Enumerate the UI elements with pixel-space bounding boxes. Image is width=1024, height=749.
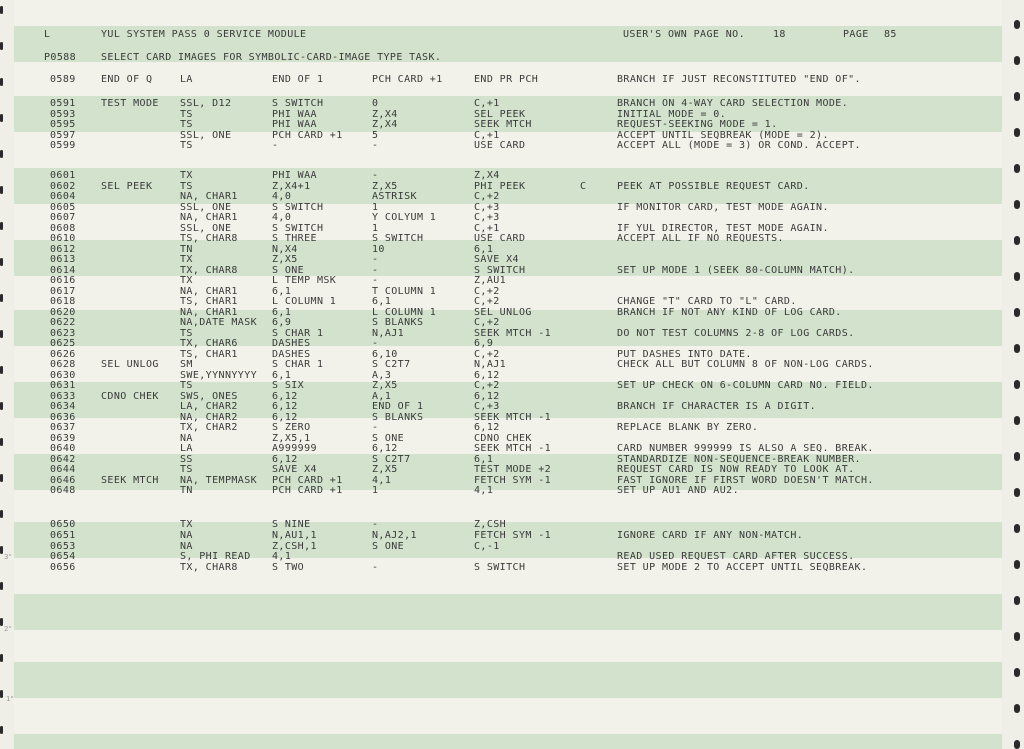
operand-2: Z,X4 — [372, 119, 398, 130]
operand-1: S CHAR 1 — [272, 327, 324, 339]
line-number: 0656 — [50, 561, 76, 573]
operand-2: 5 — [372, 129, 379, 141]
tractor-hole — [1014, 128, 1020, 137]
tractor-hole — [1014, 236, 1020, 245]
operand-3: 6,1 — [474, 243, 494, 255]
comment: ACCEPT ALL (MODE = 3) OR COND. ACCEPT. — [617, 140, 861, 151]
operand-3: C,+1 — [474, 222, 500, 234]
operand-1: DASHES — [272, 348, 311, 360]
operation: NA, CHAR1 — [180, 212, 238, 223]
tractor-hole — [0, 726, 3, 734]
comment: CHANGE "T" CARD TO "L" CARD. — [617, 296, 797, 307]
operand-1: 4,0 — [272, 191, 292, 202]
operand-3: SEEK MTCH -1 — [474, 411, 552, 423]
operation: SSL, D12 — [180, 98, 232, 109]
operation: SS — [180, 453, 193, 465]
operand-2: Z,X5 — [372, 464, 398, 475]
operand-1: END OF 1 — [272, 74, 324, 85]
operation: LA — [180, 74, 193, 85]
flag: C — [580, 180, 587, 192]
operand-3: N,AJ1 — [474, 359, 507, 370]
comment: INITIAL MODE = 0. — [617, 108, 727, 120]
line-number: 0589 — [50, 74, 76, 85]
tractor-hole — [1014, 704, 1020, 713]
operand-2: S C2T7 — [372, 359, 411, 370]
operand-2: - — [372, 254, 379, 265]
task-line — [0, 52, 1000, 64]
listing-line — [0, 74, 1000, 86]
operand-2: Z,X5 — [372, 180, 398, 192]
operand-3: USE CARD — [474, 233, 526, 244]
operand-2: - — [372, 519, 379, 530]
line-number: 0650 — [50, 519, 76, 530]
line-number: 0622 — [50, 317, 76, 328]
operation: SWS, ONES — [180, 390, 238, 402]
operand-1: S NINE — [272, 519, 311, 530]
line-number: 0636 — [50, 411, 76, 423]
operation: SSL, ONE — [180, 201, 232, 213]
operand-2: 10 — [372, 243, 385, 255]
operation: TX, CHAR2 — [180, 422, 238, 433]
tractor-hole — [1014, 380, 1020, 389]
tractor-hole — [1014, 164, 1020, 173]
line-number: 0631 — [50, 380, 76, 391]
operation: TS — [180, 180, 193, 192]
location-label: SEL UNLOG — [101, 359, 159, 370]
right-tractor-strip — [1002, 0, 1024, 749]
operand-1: 6,1 — [272, 369, 292, 381]
location-label: SEEK MTCH — [101, 474, 159, 486]
tractor-hole — [1014, 416, 1020, 425]
comment: IF YUL DIRECTOR, TEST MODE AGAIN. — [617, 222, 829, 234]
operand-1: SAVE X4 — [272, 464, 317, 475]
line-number: 0601 — [50, 170, 76, 181]
line-number: 0591 — [50, 98, 76, 109]
operand-1: PHI WAA — [272, 170, 317, 181]
operand-3: Z,CSH — [474, 519, 507, 530]
tractor-hole — [0, 510, 3, 518]
operand-3: C,+3 — [474, 201, 500, 213]
operand-3: S SWITCH — [474, 561, 526, 573]
comment: READ USED REQUEST CARD AFTER SUCCESS. — [617, 551, 855, 562]
operand-3: C,+1 — [474, 129, 500, 141]
comment: PUT DASHES INTO DATE. — [617, 348, 752, 360]
operand-2: 6,1 — [372, 296, 392, 307]
operand-3: 6,12 — [474, 422, 500, 433]
tractor-hole — [0, 690, 3, 698]
line-number: 0626 — [50, 348, 76, 360]
tractor-hole — [1014, 560, 1020, 569]
operand-1: S SWITCH — [272, 98, 324, 109]
listing-line — [0, 562, 1000, 574]
operand-3: USE CARD — [474, 140, 526, 151]
operand-3: SEL UNLOG — [474, 306, 532, 318]
operand-2: S C2T7 — [372, 453, 411, 465]
operand-2: L COLUMN 1 — [372, 306, 437, 318]
operand-2: 6,12 — [372, 443, 398, 454]
operand-2: - — [372, 170, 379, 181]
operand-2: S SWITCH — [372, 233, 424, 244]
line-number: 0633 — [50, 390, 76, 402]
operation: TN — [180, 485, 193, 496]
operand-3: C,+2 — [474, 285, 500, 297]
tractor-hole — [1014, 668, 1020, 677]
margin-inch-mark: 2" — [4, 625, 12, 633]
operand-1: PHI WAA — [272, 108, 317, 120]
line-number: 0630 — [50, 369, 76, 381]
operand-3: 6,1 — [474, 453, 494, 465]
operand-1: 6,1 — [272, 306, 292, 318]
operand-1: S THREE — [272, 233, 317, 244]
operand-1: S CHAR 1 — [272, 359, 324, 370]
header-title: YUL SYSTEM PASS 0 SERVICE MODULE — [101, 29, 307, 40]
tractor-hole — [1014, 632, 1020, 641]
operand-2: PCH CARD +1 — [372, 74, 443, 85]
line-number: 0634 — [50, 401, 76, 412]
operand-1: A999999 — [272, 443, 317, 454]
operand-1: Z,X4+1 — [272, 180, 311, 192]
location-label: SEL PEEK — [101, 180, 153, 192]
operand-1: 6,12 — [272, 411, 298, 423]
operation: NA, CHAR2 — [180, 411, 238, 423]
operand-1: S SWITCH — [272, 201, 324, 213]
operand-1: DASHES — [272, 338, 311, 349]
operand-2: N,AJ1 — [372, 327, 405, 339]
comment: BRANCH IF CHARACTER IS A DIGIT. — [617, 401, 817, 412]
operand-1: 6,1 — [272, 285, 292, 297]
operation: TX, CHAR8 — [180, 264, 238, 276]
operand-2: S ONE — [372, 432, 405, 444]
line-number: 0623 — [50, 327, 76, 339]
tractor-hole — [0, 582, 3, 590]
operand-2: 1 — [372, 222, 379, 234]
operation: NA — [180, 530, 193, 541]
tractor-hole — [1014, 200, 1020, 209]
operation: NA, CHAR1 — [180, 191, 238, 202]
operand-3: C,-1 — [474, 540, 500, 552]
operand-2: 0 — [372, 98, 379, 109]
operand-1: Z,CSH,1 — [272, 540, 317, 552]
line-number: 0640 — [50, 443, 76, 454]
operand-2: N,AJ2,1 — [372, 530, 417, 541]
line-number: 0642 — [50, 453, 76, 465]
operation: SSL, ONE — [180, 222, 232, 234]
operation: NA, CHAR1 — [180, 285, 238, 297]
line-number: 0628 — [50, 359, 76, 370]
operand-1: 6,12 — [272, 390, 298, 402]
operand-2: - — [372, 264, 379, 276]
operation: LA — [180, 443, 193, 454]
operand-2: 4,1 — [372, 474, 392, 486]
operand-2: - — [372, 275, 379, 286]
operand-1: N,X4 — [272, 243, 298, 255]
operand-2: 6,10 — [372, 348, 398, 360]
operand-3: C,+2 — [474, 296, 500, 307]
comment: STANDARDIZE NON-SEQUENCE-BREAK NUMBER. — [617, 453, 861, 465]
operand-3: FETCH SYM -1 — [474, 474, 552, 486]
operation: LA, CHAR2 — [180, 401, 238, 412]
comment: IF MONITOR CARD, TEST MODE AGAIN. — [617, 201, 829, 213]
listing-line — [0, 485, 1000, 497]
line-number: 0607 — [50, 212, 76, 223]
margin-inch-mark: 1" — [6, 695, 14, 703]
comment: REQUEST-SEEKING MODE = 1. — [617, 119, 778, 130]
tractor-hole — [1014, 524, 1020, 533]
operation: SM — [180, 359, 193, 370]
task-line-number: P0588 — [44, 52, 77, 63]
comment: PEEK AT POSSIBLE REQUEST CARD. — [617, 180, 810, 192]
operation: TX — [180, 275, 193, 286]
greenbar-band — [14, 662, 1002, 698]
operation: TS — [180, 108, 193, 120]
operand-1: Z,X5,1 — [272, 432, 311, 444]
users-page-number: 18 — [773, 29, 786, 40]
tractor-hole — [1014, 92, 1020, 101]
listing-line — [0, 140, 1000, 152]
operand-3: C,+3 — [474, 401, 500, 412]
operation: TS — [180, 140, 193, 151]
tractor-hole — [1014, 308, 1020, 317]
line-number: 0654 — [50, 551, 76, 562]
line-number: 0608 — [50, 222, 76, 234]
operation: TX, CHAR8 — [180, 561, 238, 573]
comment: BRANCH ON 4-WAY CARD SELECTION MODE. — [617, 98, 849, 109]
line-number: 0625 — [50, 338, 76, 349]
operand-1: 6,12 — [272, 453, 298, 465]
location-label: CDNO CHEK — [101, 390, 159, 402]
line-number: 0616 — [50, 275, 76, 286]
operand-2: S BLANKS — [372, 317, 424, 328]
operand-1: - — [272, 140, 279, 151]
line-number: 0613 — [50, 254, 76, 265]
page-label: PAGE — [843, 29, 869, 40]
operand-2: A,1 — [372, 390, 392, 402]
operand-2: S BLANKS — [372, 411, 424, 423]
operation: TS — [180, 327, 193, 339]
operation: TX — [180, 519, 193, 530]
line-number: 0610 — [50, 233, 76, 244]
line-number: 0599 — [50, 140, 76, 151]
line-number: 0618 — [50, 296, 76, 307]
operand-2: ASTRISK — [372, 191, 417, 202]
comment: DO NOT TEST COLUMNS 2-8 OF LOG CARDS. — [617, 327, 855, 339]
operand-2: Y COLYUM 1 — [372, 212, 437, 223]
operand-2: A,3 — [372, 369, 392, 381]
tractor-hole — [1014, 272, 1020, 281]
operand-1: Z,X5 — [272, 254, 298, 265]
operation: SWE,YYNNYYYY — [180, 369, 258, 381]
operation: TX — [180, 170, 193, 181]
greenbar-band — [14, 594, 1002, 630]
task-line-text: SELECT CARD IMAGES FOR SYMBOLIC-CARD-IMAGE TYPE TASK. — [101, 52, 442, 63]
operation: SSL, ONE — [180, 129, 232, 141]
tractor-hole — [1014, 344, 1020, 353]
operation: TS — [180, 119, 193, 130]
line-number: 0602 — [50, 180, 76, 192]
line-number: 0617 — [50, 285, 76, 297]
operation: NA — [180, 432, 193, 444]
operand-3: Z,AU1 — [474, 275, 507, 286]
operand-1: L COLUMN 1 — [272, 296, 337, 307]
tractor-hole — [1014, 740, 1020, 749]
operand-2: Z,X5 — [372, 380, 398, 391]
line-number: 0612 — [50, 243, 76, 255]
line-number: 0648 — [50, 485, 76, 496]
comment: CHECK ALL BUT COLUMN 8 OF NON-LOG CARDS. — [617, 359, 874, 370]
line-number: 0644 — [50, 464, 76, 475]
operand-2: Z,X4 — [372, 108, 398, 120]
operation: TS, CHAR1 — [180, 296, 238, 307]
operand-3: 6,9 — [474, 338, 494, 349]
operand-1: 6,12 — [272, 401, 298, 412]
operand-1: PCH CARD +1 — [272, 474, 343, 486]
operand-1: 4,0 — [272, 212, 292, 223]
operand-3: C,+3 — [474, 212, 500, 223]
operand-2: T COLUMN 1 — [372, 285, 437, 297]
line-number: 0614 — [50, 264, 76, 276]
line-number: 0639 — [50, 432, 76, 444]
operand-3: SEEK MTCH -1 — [474, 327, 552, 339]
operand-1: S SIX — [272, 380, 305, 391]
users-page-label: USER'S OWN PAGE NO. — [623, 29, 745, 40]
tractor-hole — [0, 618, 3, 626]
tractor-hole — [0, 654, 3, 662]
operand-3: C,+2 — [474, 348, 500, 360]
page-number: 85 — [884, 29, 897, 40]
comment: REQUEST CARD IS NOW READY TO LOOK AT. — [617, 464, 855, 475]
comment: REPLACE BLANK BY ZERO. — [617, 422, 759, 433]
operand-3: C,+2 — [474, 317, 500, 328]
operand-1: PCH CARD +1 — [272, 129, 343, 141]
operand-3: SAVE X4 — [474, 254, 519, 265]
operand-3: SEEK MTCH — [474, 119, 532, 130]
comment: SET UP AU1 AND AU2. — [617, 485, 739, 496]
operand-2: - — [372, 338, 379, 349]
line-number: 0651 — [50, 530, 76, 541]
line-number: 0597 — [50, 129, 76, 141]
tractor-hole — [1014, 596, 1020, 605]
line-number: 0653 — [50, 540, 76, 552]
operation: NA — [180, 540, 193, 552]
operand-2: - — [372, 422, 379, 433]
operand-1: N,AU1,1 — [272, 530, 317, 541]
comment: BRANCH IF JUST RECONSTITUTED "END OF". — [617, 74, 861, 85]
operand-3: C,+2 — [474, 380, 500, 391]
line-number: 0593 — [50, 108, 76, 120]
operand-1: L TEMP MSK — [272, 275, 337, 286]
comment: BRANCH IF NOT ANY KIND OF LOG CARD. — [617, 306, 842, 318]
operation: TX — [180, 254, 193, 265]
operand-3: SEEK MTCH -1 — [474, 443, 552, 454]
line-number: 0620 — [50, 306, 76, 318]
margin-inch-mark: 3" — [4, 553, 12, 561]
greenbar-band — [14, 734, 1002, 749]
operand-2: - — [372, 561, 379, 573]
operand-3: PHI PEEK — [474, 180, 526, 192]
tractor-hole — [1014, 488, 1020, 497]
comment: ACCEPT UNTIL SEQBREAK (MODE = 2). — [617, 129, 829, 141]
operation: TS — [180, 464, 193, 475]
operand-2: 1 — [372, 485, 379, 496]
operand-3: S SWITCH — [474, 264, 526, 276]
line-number: 0604 — [50, 191, 76, 202]
line-number: 0605 — [50, 201, 76, 213]
operation: TS, CHAR8 — [180, 233, 238, 244]
line-number: 0595 — [50, 119, 76, 130]
line-number: 0646 — [50, 474, 76, 486]
operation: NA, TEMPMASK — [180, 474, 258, 486]
operand-2: - — [372, 140, 379, 151]
operation: TS — [180, 380, 193, 391]
comment: ACCEPT ALL IF NO REQUESTS. — [617, 233, 784, 244]
comment: SET UP MODE 1 (SEEK 80-COLUMN MATCH). — [617, 264, 855, 276]
operand-3: SEL PEEK — [474, 108, 526, 120]
comment: SET UP CHECK ON 6-COLUMN CARD NO. FIELD. — [617, 380, 874, 391]
operand-3: TEST MODE +2 — [474, 464, 552, 475]
tractor-hole — [0, 6, 3, 14]
location-label: END OF Q — [101, 74, 153, 85]
operand-1: S ZERO — [272, 422, 311, 433]
header-marker: L — [44, 29, 51, 40]
location-label: TEST MODE — [101, 98, 159, 109]
operand-3: 4,1 — [474, 485, 494, 496]
operand-3: CDNO CHEK — [474, 432, 532, 444]
comment: CARD NUMBER 999999 IS ALSO A SEQ. BREAK. — [617, 443, 874, 454]
operand-1: PCH CARD +1 — [272, 485, 343, 496]
tractor-hole — [1014, 20, 1020, 29]
header-line — [0, 29, 1000, 41]
operation: TN — [180, 243, 193, 255]
operand-1: S SWITCH — [272, 222, 324, 234]
operation: TS, CHAR1 — [180, 348, 238, 360]
operand-3: C,+1 — [474, 98, 500, 109]
operand-2: 1 — [372, 201, 379, 213]
operand-1: PHI WAA — [272, 119, 317, 130]
operand-3: FETCH SYM -1 — [474, 530, 552, 541]
operation: S, PHI READ — [180, 551, 251, 562]
comment: IGNORE CARD IF ANY NON-MATCH. — [617, 530, 804, 541]
operand-2: S ONE — [372, 540, 405, 552]
operand-1: S ONE — [272, 264, 305, 276]
operand-2: END OF 1 — [372, 401, 424, 412]
line-number: 0637 — [50, 422, 76, 433]
operand-3: 6,12 — [474, 390, 500, 402]
operand-3: 6,12 — [474, 369, 500, 381]
operation: NA, CHAR1 — [180, 306, 238, 318]
operand-1: 4,1 — [272, 551, 292, 562]
operand-3: Z,X4 — [474, 170, 500, 181]
operation: TX, CHAR6 — [180, 338, 238, 349]
operand-1: S TWO — [272, 561, 305, 573]
comment: SET UP MODE 2 TO ACCEPT UNTIL SEQBREAK. — [617, 561, 868, 573]
operation: NA,DATE MASK — [180, 317, 258, 328]
operand-1: 6,9 — [272, 317, 292, 328]
comment: FAST IGNORE IF FIRST WORD DOESN'T MATCH. — [617, 474, 874, 486]
tractor-hole — [1014, 56, 1020, 65]
tractor-hole — [1014, 452, 1020, 461]
operand-3: C,+2 — [474, 191, 500, 202]
operand-3: END PR PCH — [474, 74, 539, 85]
